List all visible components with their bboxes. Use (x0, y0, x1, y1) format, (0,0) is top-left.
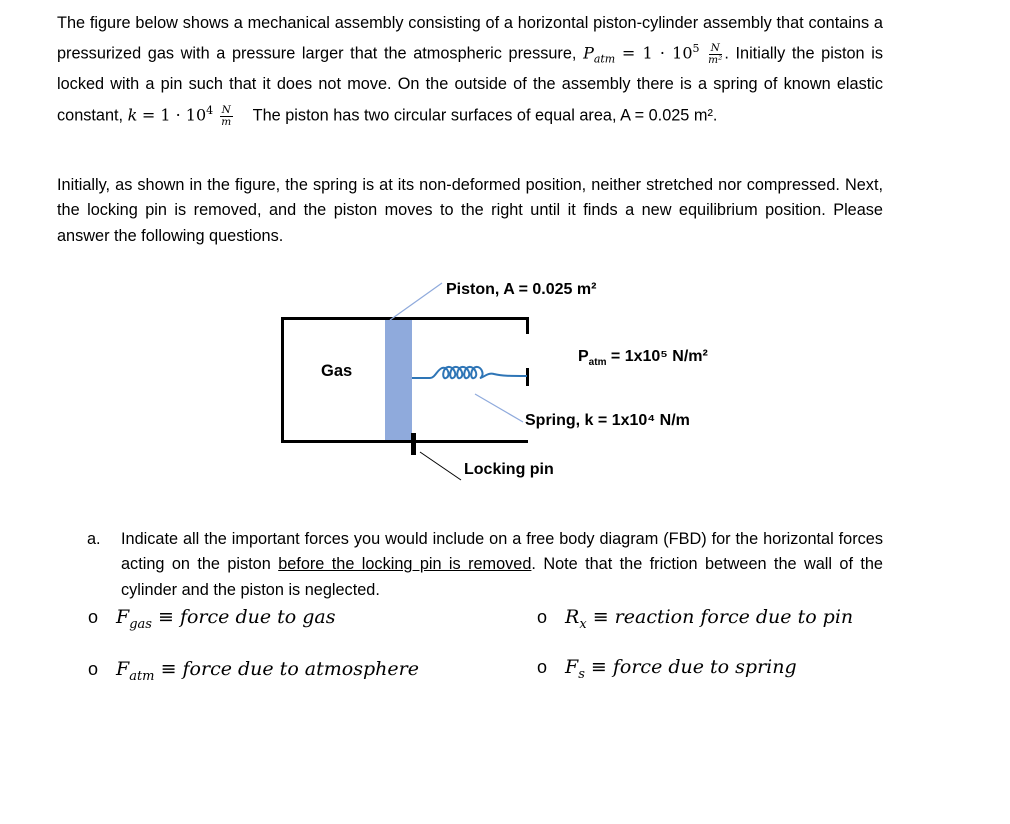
option-bullet: o (88, 659, 99, 679)
option-subscript: gas (129, 616, 152, 632)
locking-pin-label: Locking pin (464, 461, 554, 478)
question-a-underlined: before the locking pin is removed (278, 555, 532, 574)
spring (412, 367, 527, 378)
option-symbol: R (565, 606, 580, 628)
question-a-marker: a. (87, 530, 101, 548)
option-r-x (537, 606, 853, 632)
question-a (87, 527, 883, 603)
option-bullet: o (537, 657, 548, 677)
intro-paragraph-1: The figure below shows a mechanical assembly consisting of a horizontal piston-cylinder assembly that contains a pressurized gas with a pressure larger that the atmospheric pressure, $P_{atm} = 1 \cdot 10^5$ $\frac{N}{\text{m²}}$ . Initially the piston is locked with a pin such that it does not move. On the outside of the assembly there is a spring of known elastic constant, $k = 1 \cdot 10^4$ $\frac{N}{m}$ The piston has two circular surfaces of equal area, A = 0.025 m². (57, 14, 883, 128)
question-a-text-after: . Note that the friction between the wall of the cylinder and the piston is neglected. (121, 555, 883, 599)
question-a-text-before: Indicate all the important forces you would include on a free body diagram (FBD) for the horizontal forces acting on the piston (121, 530, 883, 574)
spring-label: Spring, k = 1x10⁴ N/m (525, 412, 690, 429)
option-subscript: atm (129, 668, 155, 684)
piston-label: Piston, A = 0.025 m² (446, 281, 597, 298)
patm-label (578, 348, 708, 368)
patm-subscript: atm (593, 53, 616, 67)
option-f-s (537, 656, 797, 682)
k-unit-fraction (220, 105, 233, 128)
k-exponent: 4 (206, 103, 214, 117)
option-bullet: o (537, 607, 548, 627)
option-f-atm (88, 658, 419, 684)
k-symbol: k (127, 105, 138, 125)
option-symbol: F (565, 656, 579, 678)
option-symbol: F (116, 606, 130, 628)
option-f-gas (88, 606, 335, 632)
piston (385, 320, 412, 440)
k-value: = 1 · 10 (141, 105, 207, 125)
k-unit-denominator: m (221, 115, 232, 128)
patm-label-p: P (578, 348, 589, 365)
option-symbol: F (116, 658, 130, 680)
patm-label-value: = 1x10⁵ N/m² (610, 348, 708, 365)
intro-text-a: The figure below shows a mechanical assembly consisting of a horizontal piston-cylinder assembly that contains a pressurized gas with a pressure larger that the atmospheric pressure, (57, 14, 883, 63)
option-text: ≡ reaction force due to pin (592, 606, 854, 628)
piston-leader-line (390, 283, 442, 320)
patm-value: = 1 · 10 (621, 43, 693, 63)
option-text: ≡ force due to spring (590, 656, 797, 678)
patm-unit-fraction (708, 43, 722, 66)
piston-cylinder-diagram (270, 272, 750, 492)
intro-paragraph-2: Initially, as shown in the figure, the spring is at its non-deformed position, neither stretched nor compressed. Next, the locking pin is removed, and the piston moves to the right until it finds a new equilibrium position. Please answer the following questions. (57, 176, 883, 245)
spring-leader-line (475, 394, 523, 422)
question-a-text (121, 527, 883, 603)
patm-label-sub: atm (588, 357, 607, 369)
patm-unit-numerator: N (710, 42, 720, 55)
intro-text-b: Initially the piston is locked with a pin such that it does not move. On the outside of the assembly there is a spring of known elastic constant, (57, 44, 883, 125)
locking-pin (411, 433, 416, 455)
option-text: ≡ force due to gas (158, 606, 336, 628)
patm-symbol: P (583, 43, 594, 63)
k-unit-numerator: N (221, 103, 231, 116)
patm-unit-denominator: m² (708, 54, 723, 67)
patm-exponent: 5 (692, 42, 700, 56)
option-bullet: o (88, 607, 99, 627)
option-subscript: x (579, 616, 587, 632)
option-text: ≡ force due to atmosphere (160, 658, 419, 680)
option-subscript: s (578, 666, 585, 682)
diagram-drawing (270, 272, 750, 492)
pin-leader-line (420, 452, 461, 480)
gas-label: Gas (321, 362, 353, 380)
intro-text-c: The piston has two circular surfaces of equal area, A = 0.025 m². (252, 106, 718, 125)
